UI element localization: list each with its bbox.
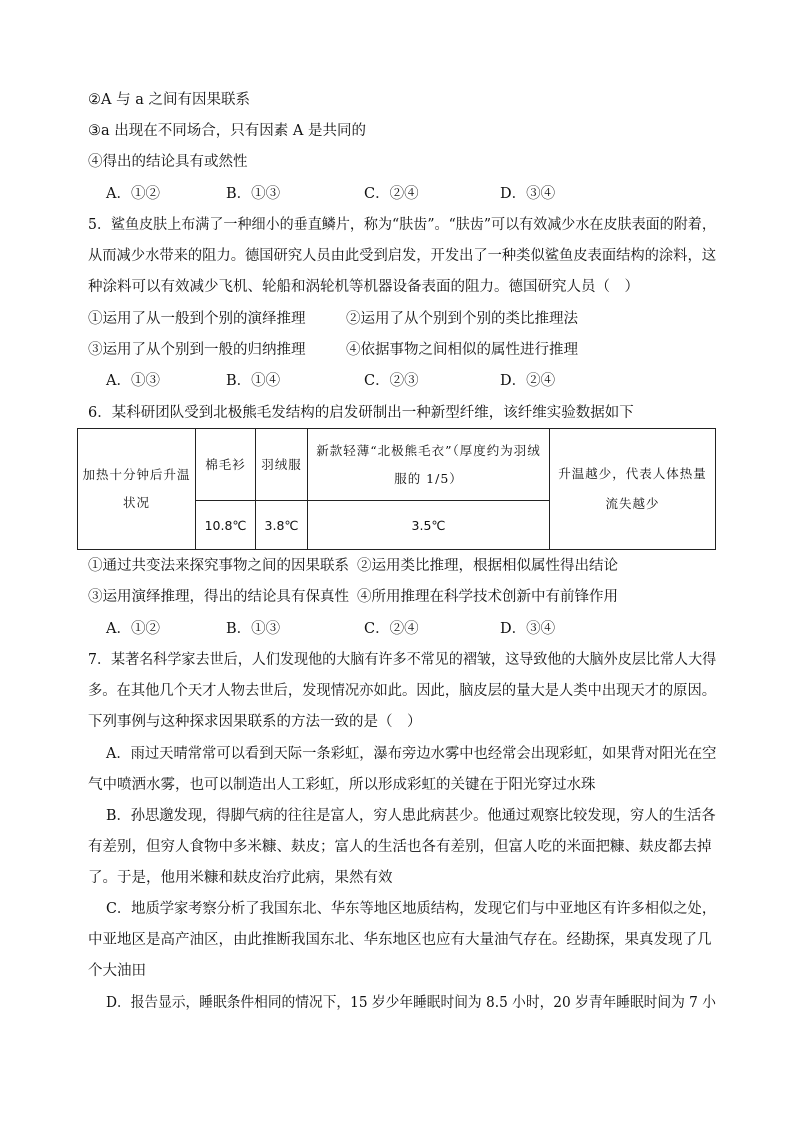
q6-stem: 6．某科研团队受到北极熊毛发结构的启发研制出一种新型纤维，该纤维实验数据如下 (88, 405, 634, 421)
option-b: B．①③ (226, 186, 281, 202)
prev-item-2: ②A 与 a 之间有因果联系 (88, 92, 250, 108)
q5-line-1: 5．鲨鱼皮肤上布满了一种细小的垂直鳞片，称为“肤齿”。“肤齿”可以有效减少水在皮肤表面的附着， (88, 217, 716, 233)
option-b: B．①③ (226, 621, 281, 637)
prev-item-4: ④得出的结论具有或然性 (88, 154, 248, 170)
q6-item-1: ①通过共变法来探究事物之间的因果联系 (88, 558, 349, 574)
q5-item-1: ①运用了从一般到个别的演绎推理 (88, 311, 306, 327)
q7-choice-b-line-3: 了。于是，他用米糠和麸皮治疗此病，果然有效 (88, 870, 393, 886)
q7-choice-a-line-1: A．雨过天晴常常可以看到天际一条彩虹，瀑布旁边水雾中也经常会出现彩虹，如果背对阳光在空 (106, 746, 717, 762)
q7-choice-b-line-2: 有差别，但穷人食物中多米糠、麸皮；富人的生活也各有差别，但富人吃的米面把糠、麸皮都去掉 (88, 839, 712, 855)
q6-item-2: ②运用类比推理，根据相似属性得出结论 (357, 558, 618, 574)
q7-choice-a-line-2: 气中喷洒水雾，也可以制造出人工彩虹，所以形成彩虹的关键在于阳光穿过水珠 (88, 777, 596, 793)
q7-choice-c-line-2: 中亚地区是高产油区，由此推断我国东北、华东地区也应有大量油气存在。经勘探，果真发现了几 (88, 932, 712, 948)
col-header-down: 羽绒服 (256, 429, 308, 501)
q5-item-4: ④依据事物之间相似的属性进行推理 (346, 342, 578, 358)
q6-item-4: ④所用推理在科学技术创新中有前锋作用 (357, 589, 618, 605)
value-down: 3.8℃ (256, 501, 308, 550)
q5-line-2: 从而减少水带来的阻力。德国研究人员由此受到启发，开发出了一种类似鲨鱼皮表面结构的涂料，这 (88, 248, 716, 264)
row-header-cell: 加热十分钟后升温状况 (78, 429, 196, 550)
option-a: A．①② (106, 621, 160, 637)
q7-choice-c-line-3: 个大油田 (88, 963, 146, 979)
option-d: D．②④ (500, 373, 556, 389)
option-d: D．③④ (500, 186, 556, 202)
q7-choice-b-line-1: B．孙思邈发现，得脚气病的往往是富人，穷人患此病甚少。他通过观察比较发现，穷人的生活各 (106, 808, 716, 824)
value-cotton: 10.8℃ (196, 501, 256, 550)
option-d: D．③④ (500, 621, 556, 637)
option-c: C．②④ (364, 186, 419, 202)
q7-line-1: 7．某著名科学家去世后，人们发现他的大脑有许多不常见的褶皱，这导致他的大脑外皮层比常人大得 (88, 652, 717, 668)
q5-line-3: 种涂料可以有效减少飞机、轮船和涡轮机等机器设备表面的阻力。德国研究人员（ ） (88, 279, 639, 295)
q5-item-2: ②运用了从个别到个别的类比推理法 (346, 311, 578, 327)
q7-line-2: 多。在其他几个天才人物去世后，发现情况亦如此。因此，脑皮层的量大是人类中出现天才的原因。 (88, 683, 716, 699)
q7-line-3: 下列事例与这种探求因果联系的方法一致的是（ ） (88, 714, 422, 730)
q7-choice-d-line-1: D．报告显示，睡眠条件相同的情况下，15 岁少年睡眠时间为 8.5 小时，20 岁青年睡眠时间为 7 小 (106, 995, 716, 1011)
option-c: C．②④ (364, 621, 419, 637)
value-new-fiber: 3.5℃ (308, 501, 550, 550)
q5-item-3: ③运用了从个别到一般的归纳推理 (88, 342, 306, 358)
prev-item-3: ③a 出现在不同场合，只有因素 A 是共同的 (88, 123, 366, 139)
option-b: B．①④ (226, 373, 281, 389)
option-a: A．①② (106, 186, 160, 202)
note-cell: 升温越少，代表人体热量流失越少 (550, 429, 716, 550)
option-a: A．①③ (106, 373, 160, 389)
q6-item-3: ③运用演绎推理，得出的结论具有保真性 (88, 589, 349, 605)
col-header-cotton: 棉毛衫 (196, 429, 256, 501)
q7-choice-c-line-1: C．地质学家考察分析了我国东北、华东等地区地质结构，发现它们与中亚地区有许多相似之处， (106, 901, 717, 917)
option-c: C．②③ (364, 373, 419, 389)
q6-data-table (77, 428, 716, 550)
col-header-new-fiber: 新款轻薄“北极熊毛衣”（厚度约为羽绒服的 1/5） (308, 429, 550, 501)
